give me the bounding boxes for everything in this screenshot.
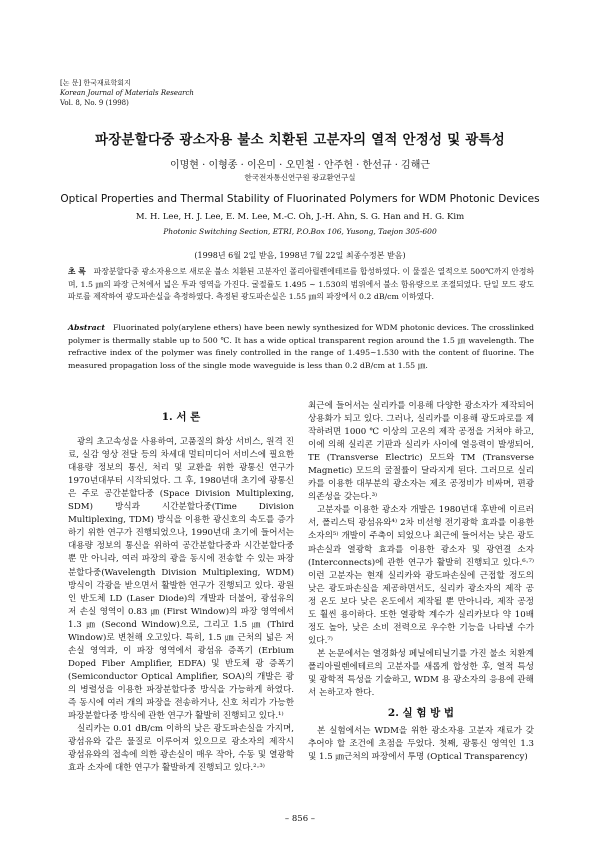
section-1-heading: 1. 서 론: [161, 411, 201, 423]
journal-line-2: Korean Journal of Materials Research: [60, 89, 194, 97]
title-korean: 파장분할다중 광소자용 불소 치환된 고분자의 열적 안정성 및 광특성: [95, 132, 505, 148]
abstract-english: [68, 322, 534, 372]
section-1-paragraph-2: 실리카는 0.01 dB/cm 이하의 낮은 광도파손실을 가지며, 광섬유와 같은 물질로 이루어져 있으므로 광소자의 제작시 광섬유와의 접속에 의한 광손실이 매우 작아, 수동 및 열광학효과 소자에 대한 연구가 활발하게 진행되고 있다.²·³⁾: [68, 724, 294, 774]
journal-header: [60, 78, 194, 108]
page-number: – 856 –: [284, 814, 316, 824]
title-english: Optical Properties and Thermal Stability of Fluorinated Polymers for WDM Photonic Devices: [60, 193, 540, 205]
abstract-english-text: Fluorinated poly(arylene ethers) have been newly synthesized for WDM photonic devices. The crosslinked polymer is thermally stable up to 500 ℃. It has a wide optical transparent region around the 1.5 ㎛ wavelength. The refractive index of the polymer was finely controlled in the range of 1.495~1.530 with the content of fluorine. The measured propagation loss of the single mode waveguide is less than 0.2 dB/cm at 1.55 ㎛.: [68, 323, 534, 370]
abstract-korean-label: 초 록: [68, 267, 86, 276]
authors-korean: 이명현 · 이형종 · 이은미 · 오민철 · 안주헌 · 한선규 · 김해근: [169, 160, 431, 171]
authors-english: M. H. Lee, H. J. Lee, E. M. Lee, M.-C. Oh, J.-H. Ahn, S. G. Han and H. G. Kim: [135, 212, 465, 222]
right-column: [308, 400, 534, 764]
right-paragraph-1: 최근에 들어서는 실리카를 이용해 다양한 광소자가 제작되어 상용화가 되고 있다. 그러나, 실리카를 이용해 광도파로를 제작하려면 1000 ℃ 이상의 고온의 제작 공정을 거쳐야 하고, 이에 의해 실리콘 기판과 실리카 사이에 열응력이 발생되어, TE (Transverse Electric) 모드와 TM (Transverse Magnetic) 모드의 굴절률이 달라지게 된다. 그러므로 실리카를 이용한 대부분의 광소자는 제조 공정비가 비싸며, 편광 의존성을 갖는다.³⁾: [308, 401, 534, 503]
section-2-heading: 2. 실 험 방 법: [387, 707, 455, 720]
affiliation-korean: 한국전자통신연구원 광교환연구실: [244, 173, 356, 182]
right-paragraph-3: 본 논문에서는 열경화성 페닐에티닐기를 가진 불소 치환계 폴리아릴렌에테르의 고분자를 새롭게 합성한 후, 열적 특성 및 광학적 특성을 기술하고, WDM 용 광소자의 응용에 관해서 논하고자 한다.: [308, 648, 534, 699]
journal-line-1: [논 문] 한국재료학회지: [60, 79, 131, 87]
abstract-korean: [68, 266, 534, 304]
affiliation-english: Photonic Switching Section, ETRI, P.O.Box 106, Yusong, Taejon 305-600: [163, 227, 437, 236]
received-dates: (1998년 6월 2일 받음, 1998년 7월 22일 최종수정본 받음): [194, 251, 406, 260]
abstract-korean-text: 파장분할다중 광소자용으로 새로운 불소 치환된 고분자인 폴리아릴렌에테르를 합성하였다. 이 물질은 열적으로 500℃까지 안정하며, 1.5 ㎛의 파장 근처에서 넓은 투과 영역을 가진다. 굴절률도 1.495 ~ 1.530의 범위에서 불소 함유량으로 조절되었다. 단일 모드 광도파로를 제작하여 광도파손실을 측정하였다. 측정된 광도파손실은 1.55 ㎛의 파장에서 0.2 dB/cm 이하였다.: [68, 267, 534, 301]
right-paragraph-2: 고분자를 이용한 광소자 개발은 1980년대 후반에 이르러서, 폴리스틱 광섬유와⁴⁾ 2차 비선형 전기광학 효과를 이용한 소자의⁵⁾ 개발이 주축이 되었으나 최근에 들어서는 낮은 광도파손실과 열광학 효과를 이용한 광소자 및 광연결 소자 (Interconnects)에 관한 연구가 활발히 진행되고 있다.⁶·⁷⁾ 이런 고분자는 현재 실리카와 광도파손실에 근접할 정도의 낮은 광도파손실을 제공하면서도, 실리카 광소자의 제작 공정 온도 보다 낮은 온도에서 제작될 뿐 만아니라, 제작 공정도 훨씬 용이하다. 또한 열광학 계수가 실리카보다 약 10배정도 높아, 낮은 소비 전력으로 우수한 기능을 나타낼 수가 있다.⁷⁾: [308, 505, 534, 646]
section-2-paragraph-1: 본 실험에서는 WDM을 위한 광소자용 고분자 재료가 갖추어야 할 조건에 초점을 두었다. 첫째, 광통신 영역인 1.3 및 1.5 ㎛근처의 파장에서 투명 (Optical Transparency): [308, 726, 534, 763]
left-column: [68, 405, 294, 775]
section-1-paragraph-1: 광의 초고속성을 사용하여, 고품질의 화상 서비스, 원격 진료, 실감 영상 전달 등의 차세대 멀티미디어 서비스에 필요한 대용량 정보의 통신, 처리 및 교환을 위한 광통신 연구가 1970년대부터 시작되었다. 그 후, 1980년대 초기에 광통신은 주로 공간분할다중 (Space Division Multiplexing, SDM) 방식과 시간분할다중(Time Division Multiplexing, TDM) 방식을 이용한 광신호의 속도를 증가하기 위한 연구가 진행되었으나, 1990년대 초기에 들어서는 대용량 정보의 통신을 위하여 공간분할다중과 시간분할다중뿐 만 아니라, 여러 파장의 광을 동시에 전송할 수 있는 파장분할다중(Wavelength Division Multiplexing, WDM) 방식이 각광을 받으면서 활발한 연구가 진행되고 있다. 광원인 반도체 LD (Laser Diode)의 개발과 더불어, 광섬유의 저 손실 영역이 0.83 ㎛ (First Window)의 파장 영역에서 1.3 ㎛ (Second Window)으로, 그리고 1.5 ㎛ (Third Window)로 변천해 오고있다. 특히, 1.5 ㎛ 근처의 넓은 저손실 영역과, 이 파장 영역에서 광섬유 증폭기 (Erbium Doped Fiber Amplifier, EDFA) 및 반도체 광 증폭기 (Semiconductor Optical Amplifier, SOA)의 개발은 광의 병렬성을 이용한 파장분할다중 방식을 가능하게 하였다. 즉 동시에 여러 개의 파장을 전송하거나, 신호 처리가 가능한 파장분할다중 방식에 관한 연구가 활발히 진행되고 있다.¹⁾: [68, 437, 294, 722]
abstract-english-label: Abstract: [68, 323, 106, 332]
journal-line-3: Vol. 8, No. 9 (1998): [60, 99, 129, 107]
